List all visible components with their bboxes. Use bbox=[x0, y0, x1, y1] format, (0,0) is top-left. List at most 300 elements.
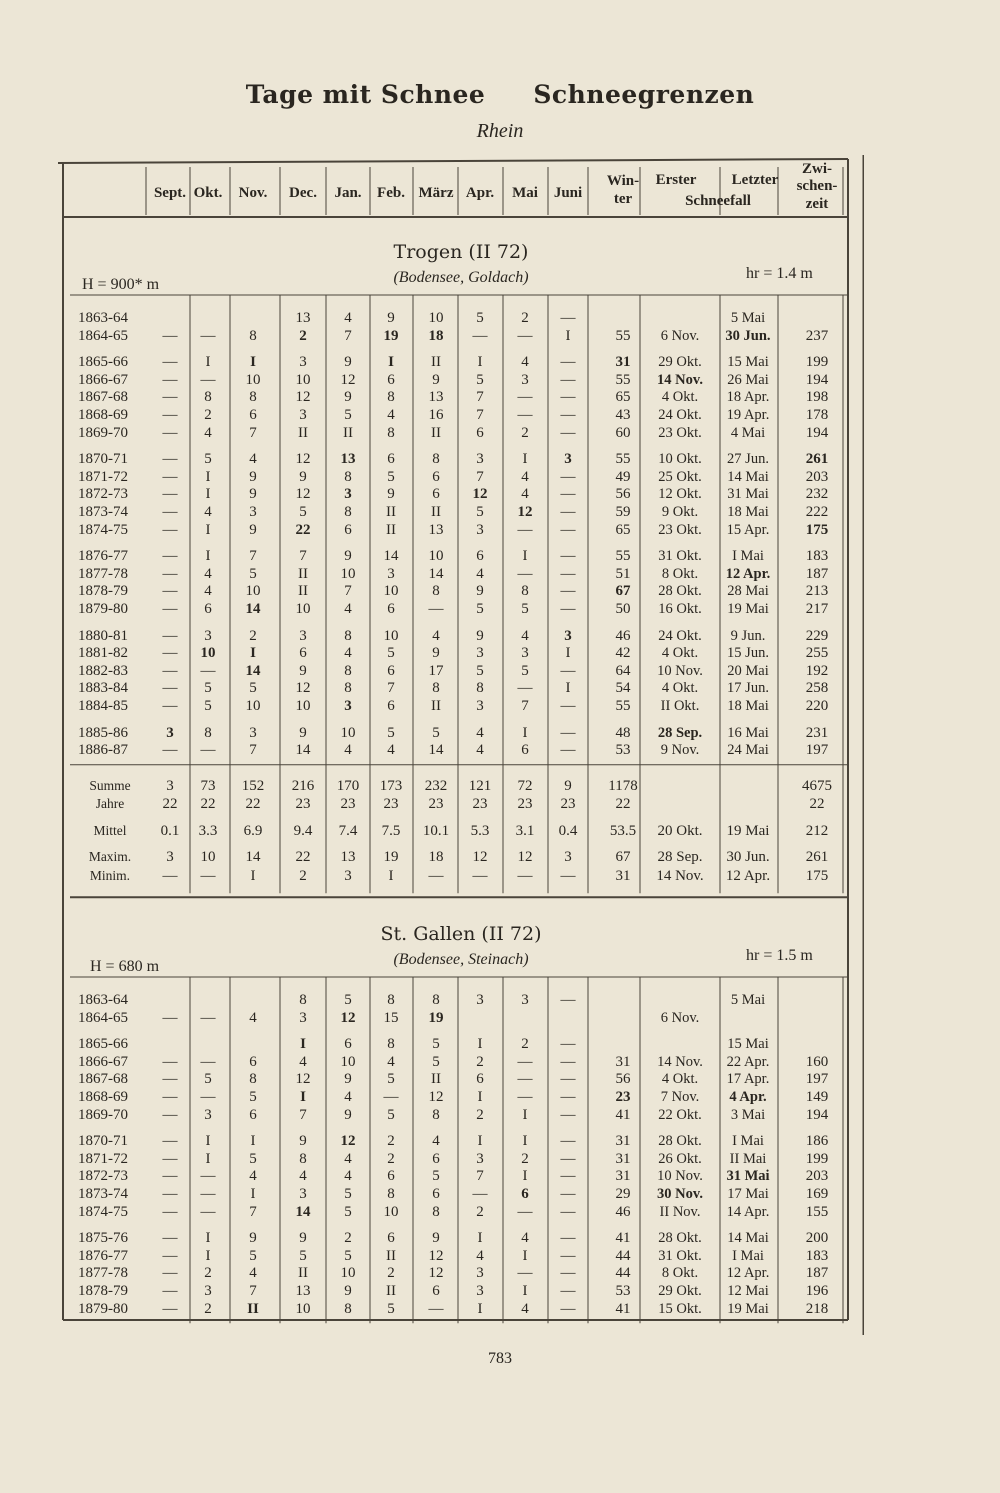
value-cell: 2 bbox=[387, 1150, 395, 1167]
value-cell: II bbox=[298, 1265, 308, 1282]
value-cell: 8 bbox=[299, 992, 307, 1008]
value-cell: 7 bbox=[249, 548, 257, 565]
value-cell: 13 bbox=[428, 521, 444, 538]
value-cell: 7 bbox=[387, 680, 395, 697]
value-cell: 255 bbox=[805, 645, 829, 662]
value-cell: 31 bbox=[615, 1150, 631, 1167]
value-cell: 3 bbox=[564, 451, 572, 468]
value-cell: 9 bbox=[476, 627, 484, 644]
value-cell: 6 bbox=[387, 1230, 395, 1247]
value-cell: I bbox=[205, 486, 211, 503]
value-cell: I bbox=[522, 1247, 528, 1264]
value-cell: 9 bbox=[387, 486, 395, 503]
year-label: 1870-71 bbox=[78, 1133, 128, 1150]
value-cell: 14 bbox=[428, 742, 444, 759]
value-cell: 14 Nov. bbox=[657, 1053, 703, 1070]
summary-value: 23 bbox=[560, 796, 576, 813]
value-cell: 2 bbox=[387, 1133, 395, 1150]
value-cell: 15 Jun. bbox=[727, 645, 769, 662]
station-name: Trogen (II 72) bbox=[393, 241, 529, 263]
value-cell: — bbox=[560, 389, 576, 406]
station-altitude: H = 900* m bbox=[82, 276, 160, 293]
year-label: 1867-68 bbox=[78, 1071, 128, 1088]
summary-value: 53.5 bbox=[609, 822, 637, 839]
value-cell: 9 bbox=[432, 645, 440, 662]
value-cell: 4 bbox=[249, 451, 257, 468]
value-cell: — bbox=[560, 1265, 576, 1282]
value-cell: 4 bbox=[521, 354, 529, 371]
value-cell: 12 bbox=[295, 389, 311, 406]
summary-value: 20 Okt. bbox=[657, 822, 703, 839]
value-cell: — bbox=[162, 698, 178, 714]
value-cell: 9 bbox=[344, 548, 352, 565]
value-cell: 65 bbox=[615, 389, 631, 406]
value-cell: 12 bbox=[428, 1265, 444, 1282]
value-cell: 3 bbox=[299, 627, 307, 644]
value-cell: 18 bbox=[428, 327, 444, 344]
value-cell: I bbox=[565, 680, 571, 697]
value-cell: — bbox=[162, 424, 178, 441]
value-cell: — bbox=[560, 1247, 576, 1264]
summary-value: 67 bbox=[615, 849, 631, 866]
value-cell: — bbox=[162, 565, 178, 582]
column-header: Zwi- bbox=[802, 161, 832, 177]
summary-value: 3 bbox=[166, 849, 174, 866]
summary-value: 31 bbox=[615, 867, 631, 884]
value-cell: 2 bbox=[204, 1300, 212, 1317]
value-cell: I bbox=[205, 1247, 211, 1264]
value-cell: 31 Okt. bbox=[658, 548, 702, 565]
value-cell: 24 Mai bbox=[727, 742, 769, 759]
value-cell: 8 bbox=[344, 662, 352, 679]
summary-value: 3 bbox=[564, 849, 572, 866]
summary-value: 12 bbox=[472, 849, 488, 866]
summary-value: 22 bbox=[162, 796, 178, 813]
value-cell: 9 Jun. bbox=[730, 627, 766, 644]
station-location: (Bodensee, Goldach) bbox=[393, 269, 529, 286]
value-cell: 12 bbox=[472, 486, 488, 503]
value-cell: — bbox=[200, 371, 216, 388]
value-cell: 12 Apr. bbox=[726, 1265, 770, 1282]
value-cell: 3 bbox=[166, 724, 174, 741]
value-cell: 4 Okt. bbox=[661, 1071, 699, 1088]
value-cell: 2 bbox=[476, 1203, 484, 1220]
value-cell: 51 bbox=[615, 565, 631, 582]
value-cell: — bbox=[162, 327, 178, 344]
value-cell: 17 Mai bbox=[727, 1186, 769, 1202]
summary-value: 23 bbox=[517, 796, 533, 813]
year-label: 1868-69 bbox=[78, 1089, 128, 1105]
value-cell: — bbox=[560, 1133, 576, 1150]
value-cell: — bbox=[200, 327, 216, 344]
value-cell: 7 bbox=[249, 1283, 257, 1299]
value-cell: 5 bbox=[476, 371, 484, 388]
value-cell: 3 bbox=[476, 451, 484, 468]
value-cell: II bbox=[247, 1300, 259, 1317]
value-cell: 5 bbox=[432, 1053, 440, 1070]
summary-value: 14 bbox=[245, 849, 261, 866]
year-label: 1871-72 bbox=[78, 1150, 128, 1167]
value-cell: 12 Mai bbox=[727, 1283, 769, 1299]
value-cell: 6 bbox=[387, 371, 395, 388]
value-cell: 4 bbox=[476, 1247, 484, 1264]
value-cell: I bbox=[477, 1089, 483, 1105]
value-cell: 192 bbox=[805, 662, 829, 679]
value-cell: 6 bbox=[344, 1036, 352, 1053]
column-header: Jan. bbox=[334, 185, 362, 201]
value-cell: — bbox=[162, 486, 178, 503]
value-cell: 7 bbox=[249, 424, 257, 441]
value-cell: 14 Mai bbox=[727, 468, 769, 485]
value-cell: 50 bbox=[615, 601, 631, 617]
value-cell: 56 bbox=[615, 1071, 631, 1088]
value-cell: 4 bbox=[299, 1053, 307, 1070]
value-cell: 5 bbox=[344, 1203, 352, 1220]
value-cell: 3 bbox=[521, 371, 529, 388]
summary-value: 1178 bbox=[608, 777, 638, 794]
value-cell: 8 bbox=[387, 1186, 395, 1202]
year-label: 1881-82 bbox=[78, 645, 128, 662]
value-cell: 19 Apr. bbox=[726, 407, 770, 423]
value-cell: 10 bbox=[245, 698, 261, 714]
value-cell: 2 bbox=[521, 1150, 529, 1167]
value-cell: — bbox=[517, 1265, 533, 1282]
value-cell: 29 bbox=[615, 1186, 631, 1202]
value-cell: 5 bbox=[476, 504, 484, 520]
value-cell: I bbox=[565, 645, 571, 662]
value-cell: 9 bbox=[344, 1283, 352, 1299]
value-cell: II bbox=[386, 521, 396, 538]
value-cell: II bbox=[431, 424, 441, 441]
summary-label: Maxim. bbox=[88, 849, 132, 865]
value-cell: 42 bbox=[615, 645, 631, 662]
value-cell: 6 bbox=[249, 1106, 257, 1123]
value-cell: — bbox=[162, 1009, 178, 1026]
summary-value: — bbox=[560, 867, 576, 884]
value-cell: — bbox=[560, 1283, 576, 1299]
value-cell: 12 bbox=[295, 451, 311, 468]
value-cell: 16 bbox=[428, 407, 444, 423]
summary-value: 72 bbox=[517, 777, 533, 794]
value-cell: 9 bbox=[344, 1071, 352, 1088]
value-cell: 194 bbox=[805, 424, 829, 441]
value-cell: 4 bbox=[204, 565, 212, 582]
summary-value: 5.3 bbox=[470, 822, 490, 839]
value-cell: 8 bbox=[344, 468, 352, 485]
summary-value: — bbox=[472, 867, 488, 884]
value-cell: 5 bbox=[432, 724, 440, 741]
value-cell: 10 bbox=[383, 583, 399, 600]
value-cell: 8 bbox=[249, 389, 257, 406]
value-cell: 29 Okt. bbox=[658, 354, 702, 371]
value-cell: 3 bbox=[204, 627, 212, 644]
value-cell: 7 bbox=[476, 468, 484, 485]
value-cell: 10 bbox=[383, 1203, 399, 1220]
value-cell: 3 bbox=[476, 992, 484, 1008]
column-header: Mai bbox=[512, 185, 538, 201]
value-cell: I bbox=[388, 354, 394, 371]
value-cell: — bbox=[517, 389, 533, 406]
value-cell: 14 bbox=[295, 1203, 311, 1220]
column-header: Nov. bbox=[238, 185, 268, 201]
value-cell: 4 bbox=[344, 645, 352, 662]
year-label: 1865-66 bbox=[78, 354, 128, 371]
value-cell: 65 bbox=[615, 521, 631, 538]
value-cell: 22 Okt. bbox=[658, 1106, 702, 1123]
value-cell: 14 Mai bbox=[727, 1230, 769, 1247]
value-cell: — bbox=[162, 601, 178, 617]
value-cell: 5 bbox=[299, 1247, 307, 1264]
value-cell: — bbox=[560, 468, 576, 485]
value-cell: 222 bbox=[805, 504, 829, 520]
year-label: 1877-78 bbox=[78, 1265, 128, 1282]
year-label: 1878-79 bbox=[78, 1283, 128, 1299]
summary-value: 152 bbox=[241, 777, 265, 794]
station-hr-value: hr = 1.5 m bbox=[746, 947, 813, 964]
value-cell: 10 bbox=[295, 601, 311, 617]
summary-value: 6.9 bbox=[243, 822, 263, 839]
summary-value: 121 bbox=[468, 777, 492, 794]
value-cell: 3 bbox=[476, 1283, 484, 1299]
value-cell: — bbox=[162, 468, 178, 485]
value-cell: 8 bbox=[432, 451, 440, 468]
value-cell: 220 bbox=[805, 698, 829, 714]
page-heading bbox=[0, 80, 1000, 120]
year-label: 1875-76 bbox=[78, 1230, 128, 1247]
value-cell: 41 bbox=[615, 1230, 631, 1247]
value-cell: — bbox=[517, 680, 533, 697]
value-cell: 187 bbox=[805, 1265, 829, 1282]
value-cell: 6 bbox=[521, 1186, 529, 1202]
year-label: 1886-87 bbox=[78, 742, 128, 759]
value-cell: 199 bbox=[805, 354, 829, 371]
year-label: 1879-80 bbox=[78, 601, 128, 617]
value-cell: 3 bbox=[299, 407, 307, 423]
value-cell: 4 bbox=[299, 1168, 307, 1185]
value-cell: 4 bbox=[387, 407, 395, 423]
value-cell: — bbox=[560, 601, 576, 617]
value-cell: 231 bbox=[805, 724, 829, 741]
value-cell: 10 bbox=[295, 1300, 311, 1317]
value-cell: 5 bbox=[521, 601, 529, 617]
value-cell: 6 bbox=[432, 1283, 440, 1299]
value-cell: 17 Apr. bbox=[726, 1071, 770, 1088]
summary-value: 19 Mai bbox=[726, 822, 770, 839]
value-cell: I Mai bbox=[732, 1133, 764, 1150]
summary-value: 232 bbox=[424, 777, 448, 794]
value-cell: 8 bbox=[344, 627, 352, 644]
summary-value: 19 bbox=[383, 849, 399, 866]
year-label: 1864-65 bbox=[78, 1009, 128, 1026]
value-cell: 12 bbox=[340, 371, 356, 388]
value-cell: 13 bbox=[295, 310, 311, 326]
summary-value: 22 bbox=[200, 796, 216, 813]
value-cell: — bbox=[517, 327, 533, 344]
value-cell: 237 bbox=[805, 327, 829, 344]
value-cell: — bbox=[560, 1186, 576, 1202]
value-cell: I Mai bbox=[732, 548, 764, 565]
value-cell: 10 bbox=[428, 310, 444, 326]
year-label: 1868-69 bbox=[78, 407, 128, 423]
value-cell: 8 bbox=[476, 680, 484, 697]
value-cell: 10 bbox=[200, 645, 216, 662]
value-cell: 10 bbox=[340, 1265, 356, 1282]
value-cell: 24 Okt. bbox=[658, 407, 702, 423]
value-cell: 9 bbox=[299, 1133, 307, 1150]
value-cell: 13 bbox=[428, 389, 444, 406]
value-cell: 178 bbox=[805, 407, 829, 423]
summary-value: 170 bbox=[336, 777, 360, 794]
value-cell: I bbox=[522, 1168, 528, 1185]
value-cell: 14 bbox=[295, 742, 311, 759]
summary-value: 28 Sep. bbox=[657, 849, 703, 866]
summary-value: 9 bbox=[564, 777, 572, 794]
summary-value: I bbox=[250, 867, 256, 884]
value-cell: 4 Okt. bbox=[661, 680, 699, 697]
value-cell: 53 bbox=[615, 1283, 631, 1299]
summary-value: 14 Nov. bbox=[656, 867, 704, 884]
value-cell: 9 Nov. bbox=[660, 742, 700, 759]
year-label: 1863-64 bbox=[78, 310, 128, 326]
value-cell: — bbox=[162, 521, 178, 538]
station-name: St. Gallen (II 72) bbox=[380, 923, 542, 945]
value-cell: — bbox=[162, 1203, 178, 1220]
value-cell: 22 bbox=[295, 521, 311, 538]
data-table bbox=[58, 155, 864, 1335]
value-cell: 6 bbox=[387, 698, 395, 714]
year-label: 1869-70 bbox=[78, 1106, 128, 1123]
year-label: 1876-77 bbox=[78, 548, 128, 565]
column-header: Dec. bbox=[289, 185, 317, 201]
value-cell: 160 bbox=[805, 1053, 829, 1070]
value-cell: 2 bbox=[299, 327, 307, 344]
column-header: März bbox=[418, 185, 454, 201]
value-cell: — bbox=[560, 548, 576, 565]
value-cell: 26 Mai bbox=[727, 371, 769, 388]
summary-value: 12 bbox=[517, 849, 533, 866]
value-cell: — bbox=[560, 1203, 576, 1220]
value-cell: 5 bbox=[476, 662, 484, 679]
value-cell: 8 Okt. bbox=[661, 1265, 699, 1282]
value-cell: 14 bbox=[428, 565, 444, 582]
value-cell: 19 Mai bbox=[727, 1300, 769, 1317]
value-cell: I Mai bbox=[732, 1247, 764, 1264]
value-cell: 5 bbox=[344, 992, 352, 1008]
value-cell: — bbox=[560, 1071, 576, 1088]
value-cell: 194 bbox=[805, 1106, 829, 1123]
value-cell: 5 bbox=[387, 468, 395, 485]
value-cell: 6 Nov. bbox=[660, 1009, 700, 1026]
value-cell: 29 Okt. bbox=[658, 1283, 702, 1299]
value-cell: — bbox=[162, 548, 178, 565]
value-cell: 46 bbox=[615, 1203, 631, 1220]
value-cell: — bbox=[383, 1089, 399, 1105]
value-cell: 213 bbox=[805, 583, 829, 600]
value-cell: I bbox=[250, 1133, 256, 1150]
value-cell: II bbox=[343, 424, 353, 441]
value-cell: 6 bbox=[344, 521, 352, 538]
value-cell: 10 Okt. bbox=[658, 451, 702, 468]
value-cell: 9 bbox=[344, 1106, 352, 1123]
value-cell: 64 bbox=[615, 662, 631, 679]
value-cell: 9 bbox=[249, 521, 257, 538]
value-cell: 15 Mai bbox=[727, 1036, 769, 1053]
value-cell: 197 bbox=[805, 742, 829, 759]
value-cell: II bbox=[386, 1247, 396, 1264]
value-cell: 6 bbox=[204, 601, 212, 617]
value-cell: I bbox=[477, 1300, 483, 1317]
value-cell: — bbox=[162, 1186, 178, 1202]
heading-snow-limits: Schneegrenzen bbox=[533, 80, 755, 109]
value-cell: 6 bbox=[476, 424, 484, 441]
value-cell: 16 Mai bbox=[727, 724, 769, 741]
value-cell: 4 bbox=[249, 1265, 257, 1282]
value-cell: 175 bbox=[805, 521, 829, 538]
value-cell: 8 bbox=[432, 992, 440, 1008]
value-cell: 46 bbox=[615, 627, 631, 644]
value-cell: — bbox=[517, 1203, 533, 1220]
value-cell: I bbox=[205, 1230, 211, 1247]
summary-value: 173 bbox=[379, 777, 403, 794]
value-cell: II bbox=[386, 1283, 396, 1299]
value-cell: — bbox=[162, 1071, 178, 1088]
value-cell: 14 bbox=[245, 601, 261, 617]
value-cell: 44 bbox=[615, 1265, 631, 1282]
value-cell: 9 bbox=[299, 724, 307, 741]
summary-value: 175 bbox=[805, 867, 829, 884]
value-cell: 232 bbox=[805, 486, 829, 503]
value-cell: 19 bbox=[383, 327, 399, 344]
summary-value: — bbox=[428, 867, 444, 884]
value-cell: 3 bbox=[204, 1106, 212, 1123]
value-cell: 4 bbox=[204, 504, 212, 520]
year-label: 1880-81 bbox=[78, 627, 128, 644]
value-cell: 6 bbox=[432, 1186, 440, 1202]
value-cell: — bbox=[200, 1089, 216, 1105]
value-cell: 9 bbox=[432, 371, 440, 388]
value-cell: 9 bbox=[344, 354, 352, 371]
value-cell: 30 Jun. bbox=[725, 327, 771, 344]
value-cell: 3 bbox=[476, 1265, 484, 1282]
value-cell: 4 bbox=[432, 1133, 440, 1150]
value-cell: 17 Jun. bbox=[727, 680, 769, 697]
value-cell: 8 bbox=[344, 504, 352, 520]
value-cell: 6 Nov. bbox=[660, 327, 700, 344]
summary-value: 22 bbox=[615, 796, 631, 813]
value-cell: — bbox=[162, 680, 178, 697]
value-cell: — bbox=[162, 1106, 178, 1123]
value-cell: — bbox=[560, 565, 576, 582]
summary-value: 3 bbox=[344, 867, 352, 884]
value-cell: 186 bbox=[805, 1133, 829, 1150]
value-cell: 8 bbox=[387, 389, 395, 406]
value-cell: 9 bbox=[249, 1230, 257, 1247]
value-cell: 12 bbox=[295, 486, 311, 503]
value-cell: 5 bbox=[387, 724, 395, 741]
value-cell: 5 bbox=[204, 698, 212, 714]
value-cell: — bbox=[162, 354, 178, 371]
column-header: Schneefall bbox=[685, 193, 751, 209]
value-cell: 56 bbox=[615, 486, 631, 503]
value-cell: — bbox=[472, 327, 488, 344]
value-cell: 8 bbox=[387, 1036, 395, 1053]
value-cell: II bbox=[298, 583, 308, 600]
value-cell: — bbox=[162, 1247, 178, 1264]
value-cell: 5 bbox=[387, 1071, 395, 1088]
value-cell: 31 bbox=[615, 354, 631, 371]
year-label: 1877-78 bbox=[78, 565, 128, 582]
value-cell: 258 bbox=[805, 680, 829, 697]
